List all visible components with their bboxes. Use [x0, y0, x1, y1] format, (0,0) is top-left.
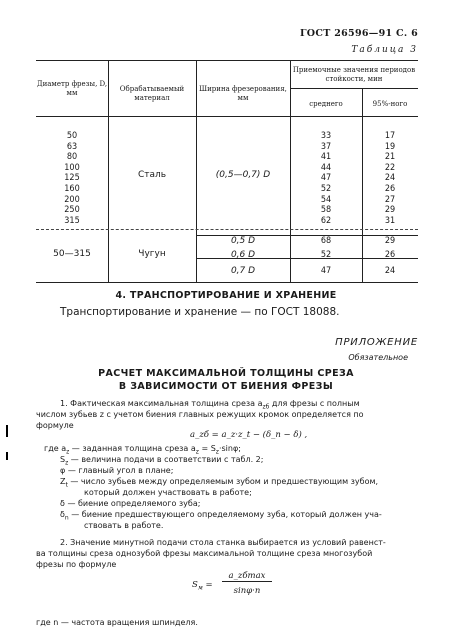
- diameter-list: [36, 131, 108, 226]
- table-cell: 52: [320, 183, 332, 194]
- formula-2-numerator: a_zбmax: [222, 571, 272, 582]
- cast-p95-2: 26: [384, 250, 396, 260]
- table-cell: 17: [384, 131, 396, 141]
- table-cell: 63: [66, 141, 78, 152]
- table-cell: 125: [64, 173, 80, 184]
- para-2-line-2: ва толщины среза однозубой фрезы максимальной толщине среза многозубой: [36, 549, 373, 558]
- table-header-rule: [36, 116, 418, 117]
- formula-2-lhs: $S_м$ =: [192, 580, 213, 592]
- col-header-width: Ширина фрезерования, мм: [199, 85, 287, 102]
- cast-width-2: 0,6 D: [230, 250, 256, 260]
- def-text: Z: [60, 477, 66, 486]
- def-delta-n-cont: ствовать в работе.: [84, 521, 164, 530]
- appendix-title-1: РАСЧЕТ МАКСИМАЛЬНОЙ ТОЛЩИНЫ СРЕЗА: [98, 368, 354, 379]
- section-4-title: 4. ТРАНСПОРТИРОВАНИЕ И ХРАНЕНИЕ: [115, 290, 337, 301]
- cast-width-1: 0,5 D: [230, 236, 256, 246]
- def-phi: φ — главный угол в плане;: [60, 466, 174, 475]
- def-text: — величина подачи в соответствии с табл. 2;: [68, 455, 264, 464]
- col-header-period: Приемочные значения периодов стойкости, мин: [292, 66, 416, 83]
- table-cell: 24: [384, 173, 396, 184]
- def-text: — заданная толщина среза a: [69, 444, 196, 453]
- para-2-line-3: фрезы по формуле: [36, 560, 117, 569]
- table-cell: 54: [320, 194, 332, 205]
- appendix-title-2: В ЗАВИСИМОСТИ ОТ БИЕНИЯ ФРЕЗЫ: [118, 381, 334, 392]
- table-bottom-rule: [36, 282, 418, 283]
- cast-avg-3: 47: [320, 266, 332, 276]
- table-cell: 31: [384, 215, 396, 226]
- para-2-line-1: 2. Значение минутной подачи стола станка выбирается из условий равенст-: [60, 538, 386, 547]
- cast-avg-2: 52: [320, 250, 332, 260]
- appendix-sublabel: Обязательное: [348, 353, 408, 362]
- table-cell: 33: [320, 131, 332, 141]
- table-cell: 47: [320, 173, 332, 184]
- para-text: 1. Фактическая максимальная толщина среза a: [60, 399, 263, 408]
- cast-avg-1: 68: [320, 236, 332, 246]
- table-cell: 100: [64, 162, 80, 173]
- section-4-text: Транспортирование и хранение — по ГОСТ 18088.: [60, 306, 340, 318]
- col-header-avg: среднего: [309, 100, 343, 108]
- table-cell: 80: [66, 152, 78, 163]
- gost-header: ГОСТ 26596—91 С. 6: [299, 28, 418, 39]
- def-text: = S: [198, 444, 216, 453]
- scan-mark: [6, 452, 8, 460]
- col-header-material: Обрабатываемый материал: [119, 85, 185, 102]
- def-text: S: [60, 455, 66, 464]
- table-cell: 29: [384, 205, 396, 216]
- where-n: где n — частота вращения шпинделя.: [36, 618, 198, 627]
- table-cell: 315: [64, 215, 80, 226]
- def-text: где a: [44, 444, 67, 453]
- table-subheader-rule: [290, 88, 418, 89]
- para-1-line-3: формуле: [36, 421, 74, 430]
- def-zt: $Z_t$ — число зубьев между определяемым зубом и предшествующим зубом,: [60, 477, 379, 489]
- table-cell: 37: [320, 141, 332, 152]
- table-cell: 21: [384, 152, 396, 163]
- table-cell: 26: [384, 183, 396, 194]
- scan-mark: [6, 425, 8, 437]
- formula-text: S: [192, 580, 198, 590]
- table-cell: 27: [384, 194, 396, 205]
- table-cell: 62: [320, 215, 332, 226]
- def-zt-cont: который должен участвовать в работе;: [84, 488, 252, 497]
- appendix-label: ПРИЛОЖЕНИЕ: [335, 337, 418, 348]
- steel-avg-list: [290, 131, 362, 226]
- table-cell: 58: [320, 205, 332, 216]
- table-top-rule: [36, 60, 418, 61]
- material-steel: Сталь: [137, 170, 167, 180]
- material-cast-iron: Чугун: [138, 249, 166, 259]
- table-cell: 22: [384, 162, 396, 173]
- table-cell: 50: [66, 131, 78, 141]
- def-text: ·sinφ;: [218, 444, 241, 453]
- formula-2-denominator: sinφ·n: [233, 586, 261, 596]
- table-cell: 44: [320, 162, 332, 173]
- def-text: — биение предшествующего определяемому зуба, который должен уча-: [68, 510, 382, 519]
- where-az: где $a_z$ — заданная толщина среза $a_z = S_z\cdot\sin\varphi$;: [44, 444, 241, 456]
- table-cell: 200: [64, 194, 80, 205]
- cast-p95-3: 24: [384, 266, 396, 276]
- table-cell: 41: [320, 152, 332, 163]
- cast-diameter: 50—315: [53, 249, 91, 259]
- cast-width-3: 0,7 D: [230, 266, 256, 276]
- table-cell: 250: [64, 205, 80, 216]
- para-1-line-2: числом зубьев z с учетом биения главных режущих кромок определяется по: [36, 410, 364, 419]
- def-sz: $S_z$ — величина подачи в соответствии с табл. 2;: [60, 455, 264, 467]
- col-header-p95: 95%-ного: [372, 100, 408, 108]
- cast-p95-1: 29: [384, 236, 396, 246]
- para-1-line-1: 1. Фактическая максимальная толщина среза $a_{zб}$ для фрезы с полным: [60, 399, 360, 411]
- col-header-diameter: Диаметр фрезы, D, мм: [36, 80, 108, 97]
- table-row-rule: [36, 229, 418, 230]
- def-text: δ: [60, 510, 65, 519]
- table-cell: 19: [384, 141, 396, 152]
- table-label: Таблица 3: [351, 45, 418, 55]
- table-cell: 160: [64, 183, 80, 194]
- def-delta: δ — биение определяемого зуба;: [60, 499, 201, 508]
- formula-1: a_zб = a_z·z_t − (δ_n − δ) ,: [190, 430, 308, 440]
- steel-width: (0,5—0,7) D: [215, 170, 271, 180]
- para-text: для фрезы с полным: [269, 399, 360, 408]
- steel-p95-list: [362, 131, 418, 226]
- def-text: — число зубьев между определяемым зубом и предшествующим зубом,: [67, 477, 379, 486]
- def-delta-n: $\delta_n$ — биение предшествующего определяемому зуба, который должен уча-: [60, 510, 382, 522]
